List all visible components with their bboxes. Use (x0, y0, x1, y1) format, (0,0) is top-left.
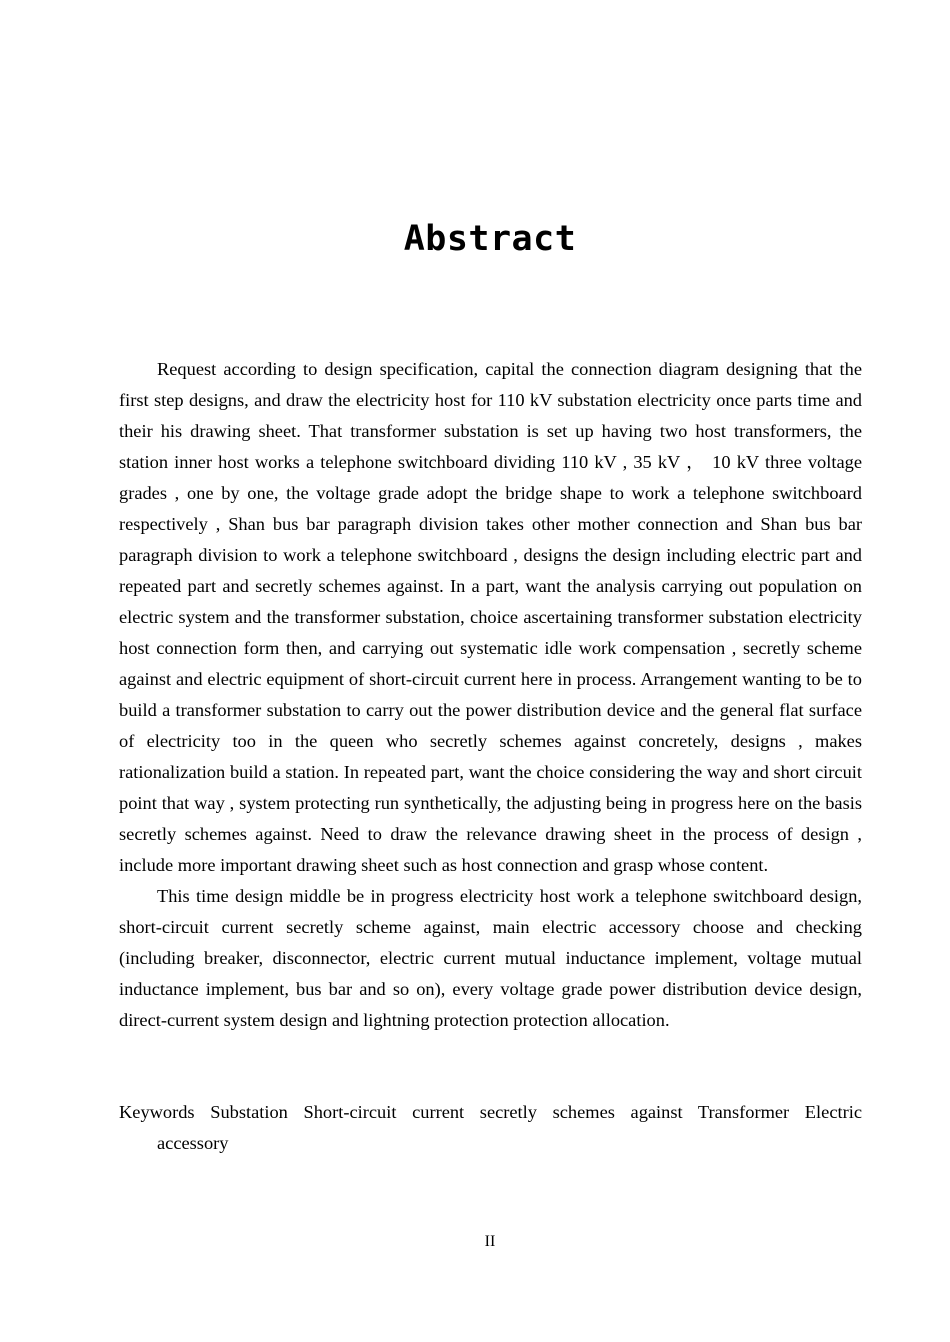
abstract-paragraph-1: Request according to design specification, capital the connection diagram designing that the first step designs, and draw the electricity host for 110 kV substation electricity once parts time and their his drawing sheet. That transformer substation is set up having two host transformers, the station inner host works a telephone switchboard dividing 110 kV , 35 kV ， 10 kV three voltage grades , one by one, the voltage grade adopt the bridge shape to work a telephone switchboard respectively , Shan bus bar paragraph division takes other mother connection and Shan bus bar paragraph division to work a telephone switchboard , designs the design including electric part and repeated part and secretly schemes against. In a part, want the analysis carrying out population on electric system and the transformer substation, choice ascertaining transformer substation electricity host connection form then, and carrying out systematic idle work compensation , secretly scheme against and electric equipment of short-circuit current here in process. Arrangement wanting to be to build a transformer substation to carry out the power distribution device and the general flat surface of electricity too in the queen who secretly schemes against concretely, designs , makes rationalization build a station. In repeated part, want the choice considering the way and short circuit point that way , system protecting run synthetically, the adjusting being in progress here on the basis secretly schemes against. Need to draw the relevance drawing sheet in the process of design , include more important drawing sheet such as host connection and grasp whose content. (119, 359, 862, 875)
page-number: II (484, 1233, 496, 1250)
keywords-line: Keywords Substation Short-circuit current secretly schemes against Transformer Electric accessory (119, 1102, 862, 1153)
abstract-body (119, 354, 862, 1036)
abstract-paragraph-2: This time design middle be in progress electricity host work a telephone switchboard design, short-circuit current secretly scheme against, main electric accessory choose and checking (including breaker, disconnector, electric current mutual inductance implement, voltage mutual inductance implement, bus bar and so on), every voltage grade power distribution device design, direct-current system design and lightning protection protection allocation. (119, 886, 862, 1030)
abstract-title: Abstract (403, 219, 577, 259)
